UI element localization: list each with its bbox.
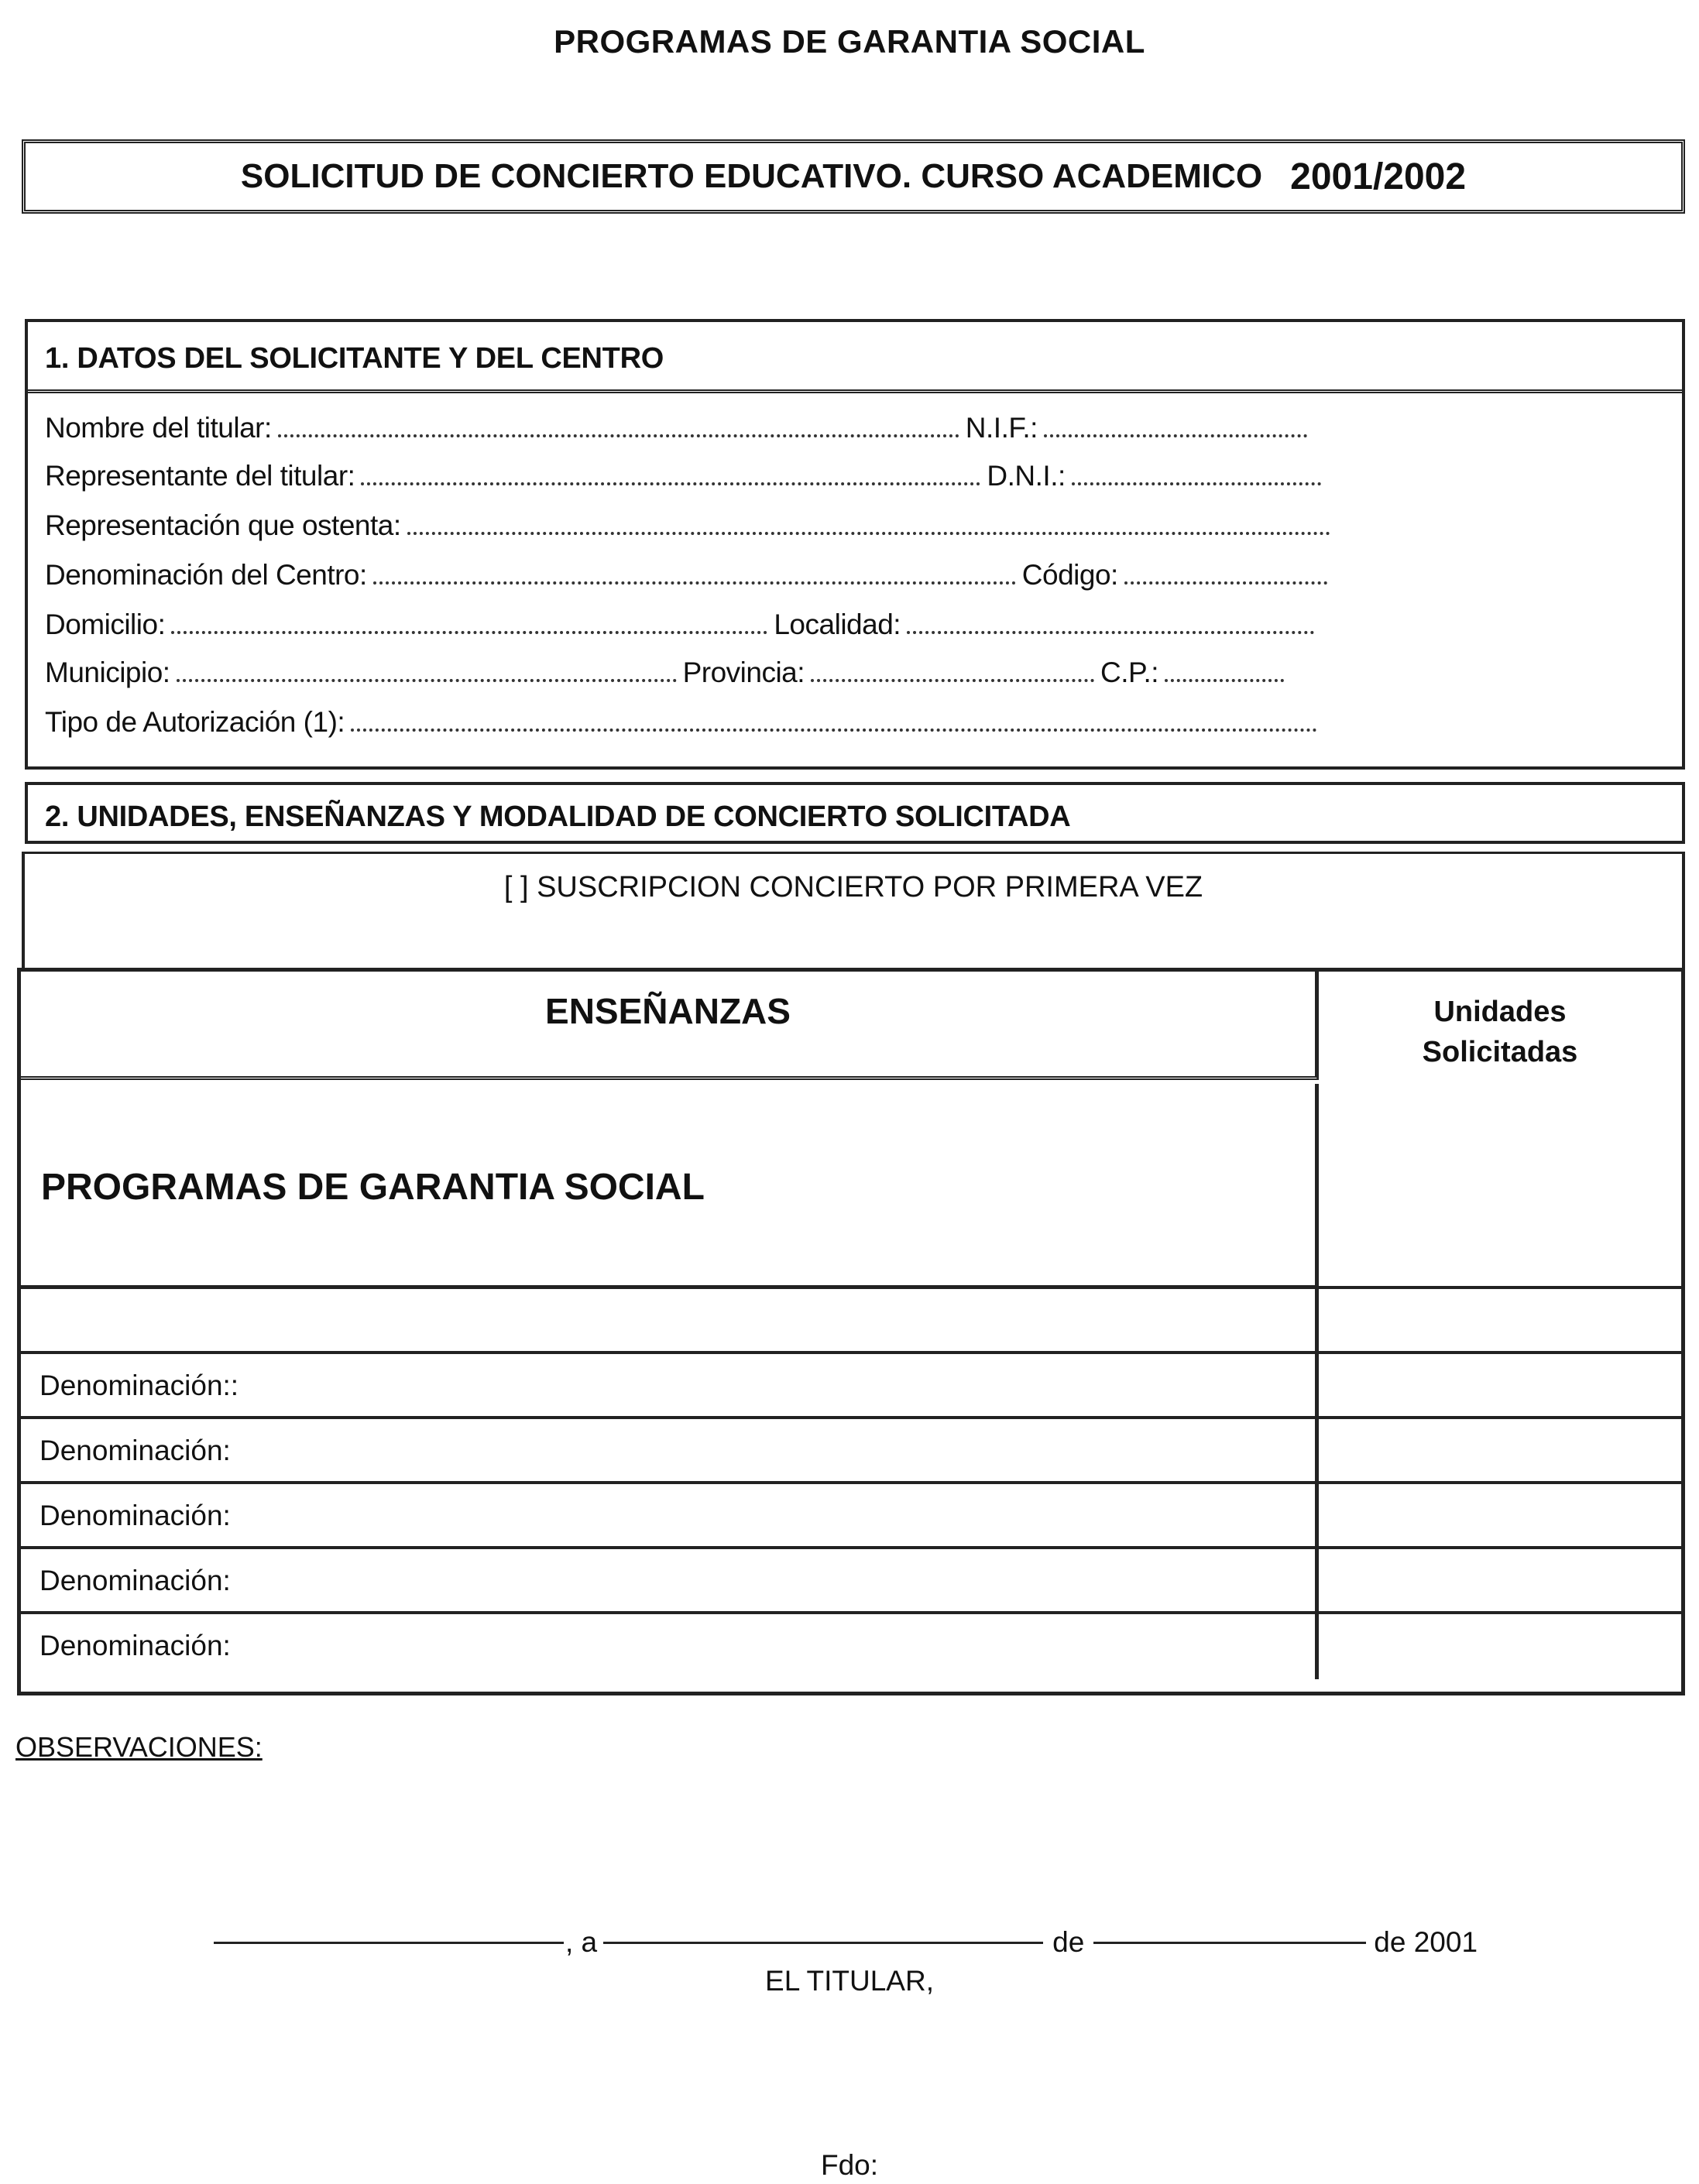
label-representacion: Representación que ostenta: xyxy=(45,509,401,541)
month-field[interactable] xyxy=(1093,1942,1366,1944)
denominacion-label: Denominación: xyxy=(39,1565,231,1596)
table-row xyxy=(21,1614,1681,1679)
section-applicant-data xyxy=(25,319,1685,770)
denominacion-label: Denominación: xyxy=(39,1500,231,1531)
program-title: PROGRAMAS DE GARANTIA SOCIAL xyxy=(554,23,1145,60)
academic-year: 2001/2002 xyxy=(1290,156,1467,197)
subscription-box xyxy=(22,852,1685,969)
observaciones-label: OBSERVACIONES: xyxy=(15,1731,263,1763)
field-representante[interactable] xyxy=(361,482,980,485)
program-row xyxy=(21,1084,1319,1289)
unidades-line2: Solicitadas xyxy=(1422,1036,1578,1068)
date-line xyxy=(214,1926,1478,1959)
field-municipio[interactable] xyxy=(177,679,677,682)
denominacion-label: Denominación: xyxy=(39,1435,231,1466)
label-cp: C.P.: xyxy=(1100,657,1158,688)
units-table xyxy=(17,968,1685,1695)
denominacion-label: Denominación:: xyxy=(39,1370,239,1401)
row-tipo-autorizacion xyxy=(45,706,1323,739)
field-localidad[interactable] xyxy=(907,631,1314,634)
unidades-label xyxy=(1319,992,1681,1072)
date-a-label: , a xyxy=(565,1926,598,1958)
field-nombre-titular[interactable] xyxy=(278,434,959,437)
place-field[interactable] xyxy=(214,1942,564,1944)
section1-header xyxy=(28,322,1682,393)
section-units-header xyxy=(25,782,1685,844)
field-domicilio[interactable] xyxy=(171,631,767,634)
label-tipo-autorizacion: Tipo de Autorización (1): xyxy=(45,706,345,738)
label-representante: Representante del titular: xyxy=(45,460,355,492)
row-representacion xyxy=(45,509,1337,542)
denominacion-rows xyxy=(21,1289,1681,1692)
denominacion-label: Denominación: xyxy=(39,1630,231,1661)
titular-label: EL TITULAR, xyxy=(765,1965,934,1997)
header-unidades xyxy=(1319,972,1681,1289)
ensenanzas-label: ENSEÑANZAS xyxy=(545,991,791,1031)
section2-heading: 2. UNIDADES, ENSEÑANZAS Y MODALIDAD DE CONCIERTO SOLICITADA xyxy=(45,801,1071,833)
date-year-label: de 2001 xyxy=(1374,1926,1478,1958)
date-de-label: de xyxy=(1052,1926,1085,1958)
denominacion-cell[interactable] xyxy=(21,1419,1319,1481)
label-nombre-titular: Nombre del titular: xyxy=(45,412,272,444)
row-domicilio xyxy=(45,609,1320,641)
denominacion-cell[interactable] xyxy=(21,1549,1319,1611)
field-representacion[interactable] xyxy=(407,532,1330,535)
field-codigo[interactable] xyxy=(1124,581,1327,585)
subscription-option-checkbox[interactable]: [ ] SUSCRIPCION CONCIERTO POR PRIMERA VEZ xyxy=(503,871,1203,903)
label-denominacion-centro: Denominación del Centro: xyxy=(45,559,367,591)
field-tipo-autorizacion[interactable] xyxy=(351,729,1317,732)
day-field[interactable] xyxy=(603,1942,1043,1944)
fdo-label: Fdo: xyxy=(820,2149,879,2181)
label-dni: D.N.I.: xyxy=(987,460,1066,492)
table-row xyxy=(21,1549,1681,1614)
table-row xyxy=(21,1354,1681,1419)
field-nif[interactable] xyxy=(1044,434,1307,437)
denominacion-cell[interactable] xyxy=(21,1354,1319,1416)
row-municipio xyxy=(45,657,1290,689)
header-ensenanzas xyxy=(21,972,1319,1080)
table-row xyxy=(21,1419,1681,1484)
label-localidad: Localidad: xyxy=(774,609,901,640)
section1-heading: 1. DATOS DEL SOLICITANTE Y DEL CENTRO xyxy=(45,342,664,375)
label-nif: N.I.F.: xyxy=(965,412,1038,444)
unidades-line1: Unidades xyxy=(1433,996,1567,1028)
request-title-box xyxy=(22,139,1685,214)
label-provincia: Provincia: xyxy=(682,657,805,688)
field-denominacion-centro[interactable] xyxy=(373,581,1016,585)
field-provincia[interactable] xyxy=(811,679,1094,682)
row-blank-cell[interactable] xyxy=(21,1289,1319,1351)
label-codigo: Código: xyxy=(1021,559,1118,591)
table-row xyxy=(21,1289,1681,1354)
row-titular xyxy=(45,412,1313,444)
denominacion-cell[interactable] xyxy=(21,1614,1319,1679)
label-domicilio: Domicilio: xyxy=(45,609,166,640)
row-centro xyxy=(45,559,1333,591)
field-dni[interactable] xyxy=(1072,482,1321,485)
program-row-label: PROGRAMAS DE GARANTIA SOCIAL xyxy=(41,1167,705,1208)
denominacion-cell[interactable] xyxy=(21,1484,1319,1546)
request-title: SOLICITUD DE CONCIERTO EDUCATIVO. CURSO ACADEMICO xyxy=(240,157,1263,195)
row-representante xyxy=(45,460,1327,492)
label-municipio: Municipio: xyxy=(45,657,170,688)
table-row xyxy=(21,1484,1681,1549)
field-cp[interactable] xyxy=(1165,679,1284,682)
